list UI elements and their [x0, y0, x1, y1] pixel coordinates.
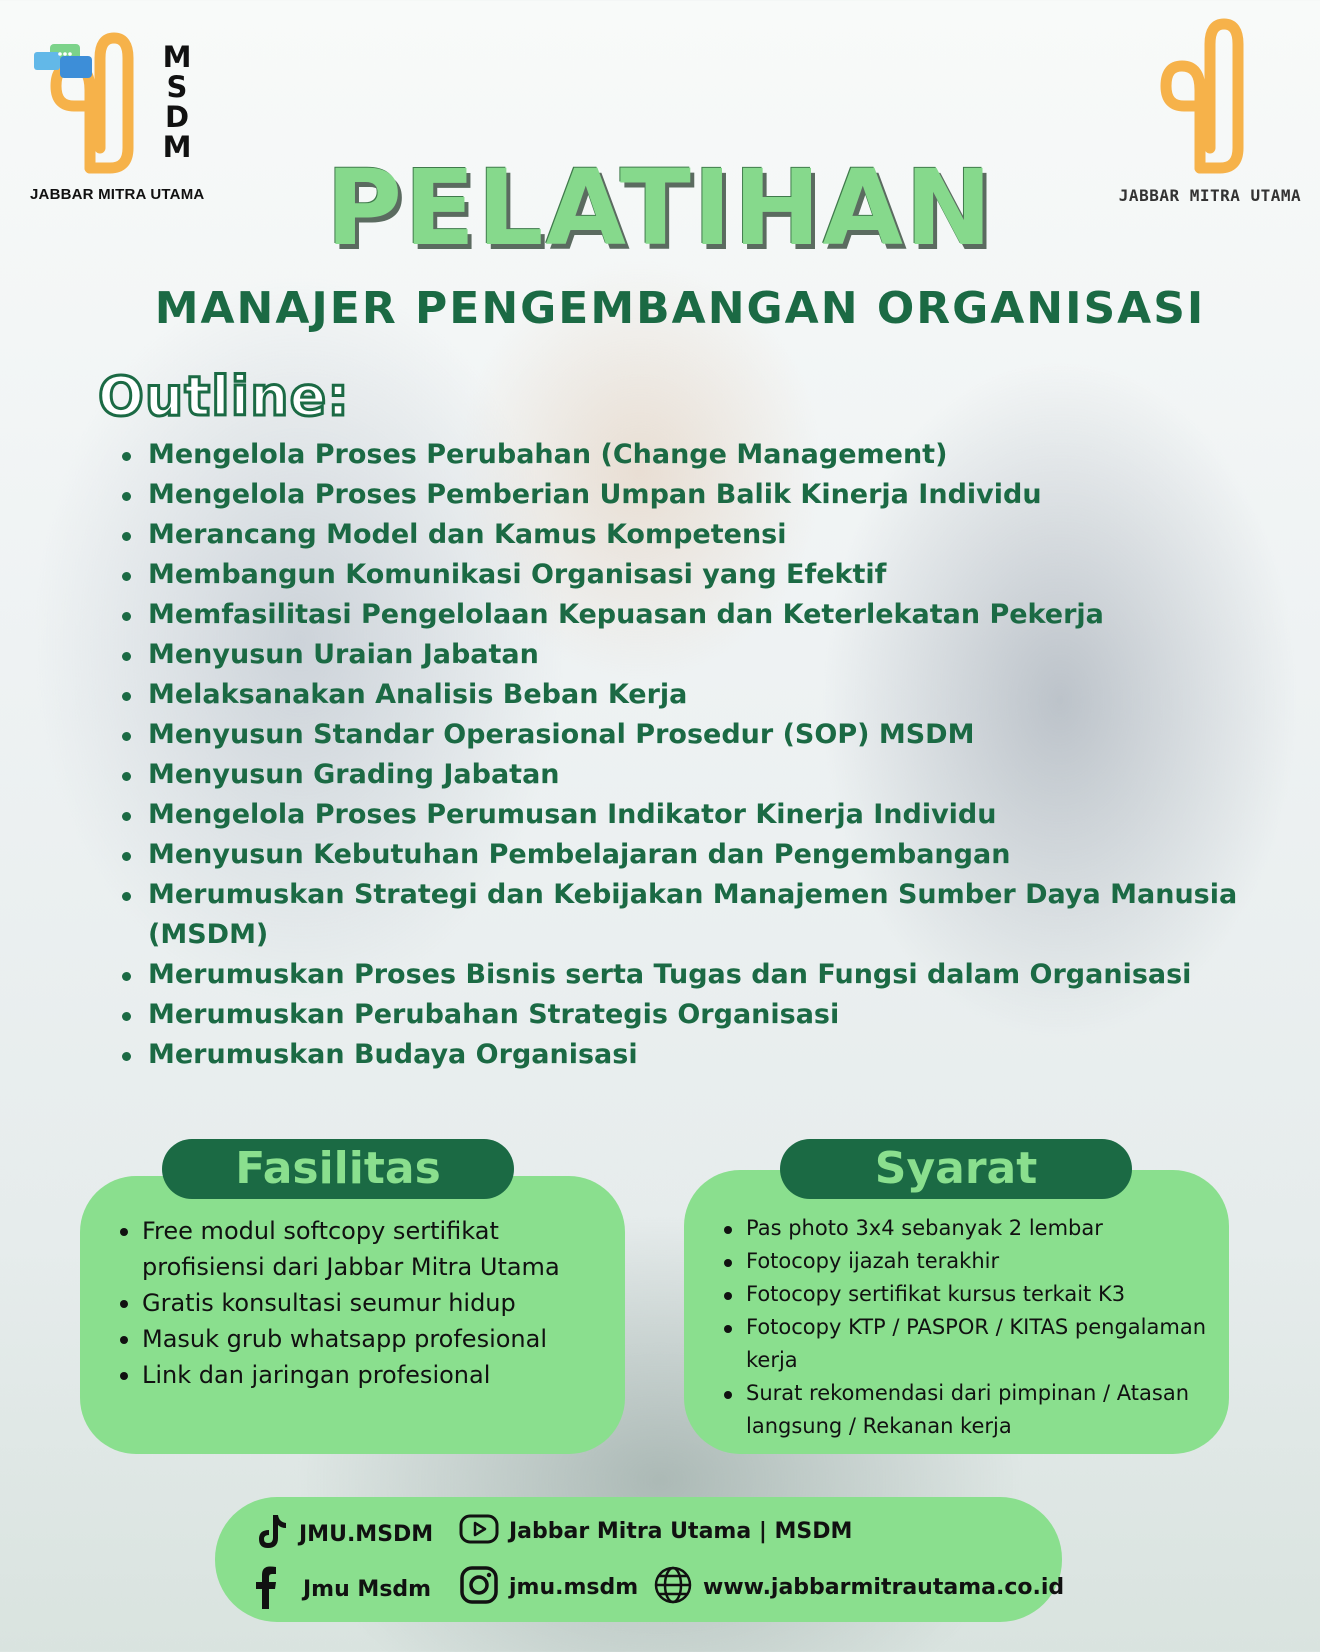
youtube-link[interactable] — [459, 1513, 852, 1549]
facebook-link[interactable] — [255, 1565, 431, 1613]
outline-item: Membangun Komunikasi Organisasi yang Efektif — [120, 555, 1300, 595]
syarat-item: Fotocopy ijazah terakhir — [724, 1245, 1214, 1278]
outline-item: Merumuskan Perubahan Strategis Organisasi — [120, 995, 1300, 1035]
syarat-item: Pas photo 3x4 sebanyak 2 lembar — [724, 1212, 1214, 1245]
chat-bubbles-icon — [34, 44, 92, 78]
outline-item: Merumuskan Proses Bisnis serta Tugas dan Fungsi dalam Organisasi — [120, 955, 1300, 995]
fasilitas-item: Gratis konsultasi seumur hidup — [120, 1285, 600, 1321]
fasilitas-item: Free modul softcopy sertifikat profisiensi dari Jabbar Mitra Utama — [120, 1213, 600, 1285]
msdm-letter: M — [162, 40, 192, 74]
outline-item: Mengelola Proses Perumusan Indikator Kinerja Individu — [120, 795, 1300, 835]
outline-item: Melaksanakan Analisis Beban Kerja — [120, 675, 1300, 715]
page-title: PELATIHAN — [325, 147, 995, 269]
globe-icon — [653, 1565, 693, 1609]
instagram-label: jmu.msdm — [509, 1574, 639, 1600]
msdm-letter: M — [162, 130, 192, 164]
website-label: www.jabbarmitrautama.co.id — [703, 1574, 1065, 1600]
fasilitas-heading: Fasilitas — [162, 1139, 514, 1199]
syarat-item: Fotocopy KTP / PASPOR / KITAS pengalaman kerja — [724, 1311, 1214, 1377]
fasilitas-item: Masuk grub whatsapp profesional — [120, 1321, 600, 1357]
outline-item: Merumuskan Budaya Organisasi — [120, 1035, 1300, 1075]
outline-item: Mengelola Proses Perubahan (Change Management) — [120, 435, 1300, 475]
tiktok-icon — [255, 1513, 289, 1555]
outline-list — [120, 435, 1300, 1075]
syarat-item: Surat rekomendasi dari pimpinan / Atasan langsung / Rekanan kerja — [724, 1377, 1214, 1443]
outline-item: Menyusun Uraian Jabatan — [120, 635, 1300, 675]
msdm-vertical-text — [162, 42, 192, 162]
syarat-item: Fotocopy sertifikat kursus terkait K3 — [724, 1278, 1214, 1311]
msdm-letter: S — [166, 70, 188, 104]
instagram-icon — [459, 1565, 499, 1609]
website-link[interactable] — [653, 1565, 1064, 1609]
tiktok-label: JMU.MSDM — [299, 1521, 434, 1547]
outline-item: Memfasilitasi Pengelolaan Kepuasan dan Keterlekatan Pekerja — [120, 595, 1300, 635]
fasilitas-item: Link dan jaringan profesional — [120, 1357, 600, 1393]
msdm-letter: D — [164, 100, 190, 134]
facebook-icon — [255, 1565, 277, 1613]
logo-right-name: JABBAR MITRA UTAMA — [1118, 186, 1302, 205]
page-subtitle: MANAJER PENGEMBANGAN ORGANISASI — [154, 283, 1206, 334]
instagram-link[interactable] — [459, 1565, 638, 1609]
youtube-label: Jabbar Mitra Utama | MSDM — [509, 1518, 853, 1544]
outline-heading: Outline: — [98, 365, 350, 428]
outline-item: Mengelola Proses Pemberian Umpan Balik Kinerja Individu — [120, 475, 1300, 515]
youtube-icon — [459, 1513, 499, 1549]
syarat-list — [724, 1212, 1214, 1443]
outline-item: Menyusun Standar Operasional Prosedur (SOP) MSDM — [120, 715, 1300, 755]
facebook-label: Jmu Msdm — [303, 1576, 432, 1602]
social-footer — [215, 1497, 1065, 1622]
syarat-heading: Syarat — [780, 1139, 1132, 1199]
outline-item: Menyusun Kebutuhan Pembelajaran dan Pengembangan — [120, 835, 1300, 875]
fasilitas-list — [120, 1213, 600, 1393]
logo-left-name: JABBAR MITRA UTAMA — [30, 186, 205, 203]
outline-item: Merancang Model dan Kamus Kompetensi — [120, 515, 1300, 555]
outline-item: Merumuskan Strategi dan Kebijakan Manajemen Sumber Daya Manusia (MSDM) — [120, 875, 1300, 955]
outline-item: Menyusun Grading Jabatan — [120, 755, 1300, 795]
tiktok-link[interactable] — [255, 1513, 433, 1555]
